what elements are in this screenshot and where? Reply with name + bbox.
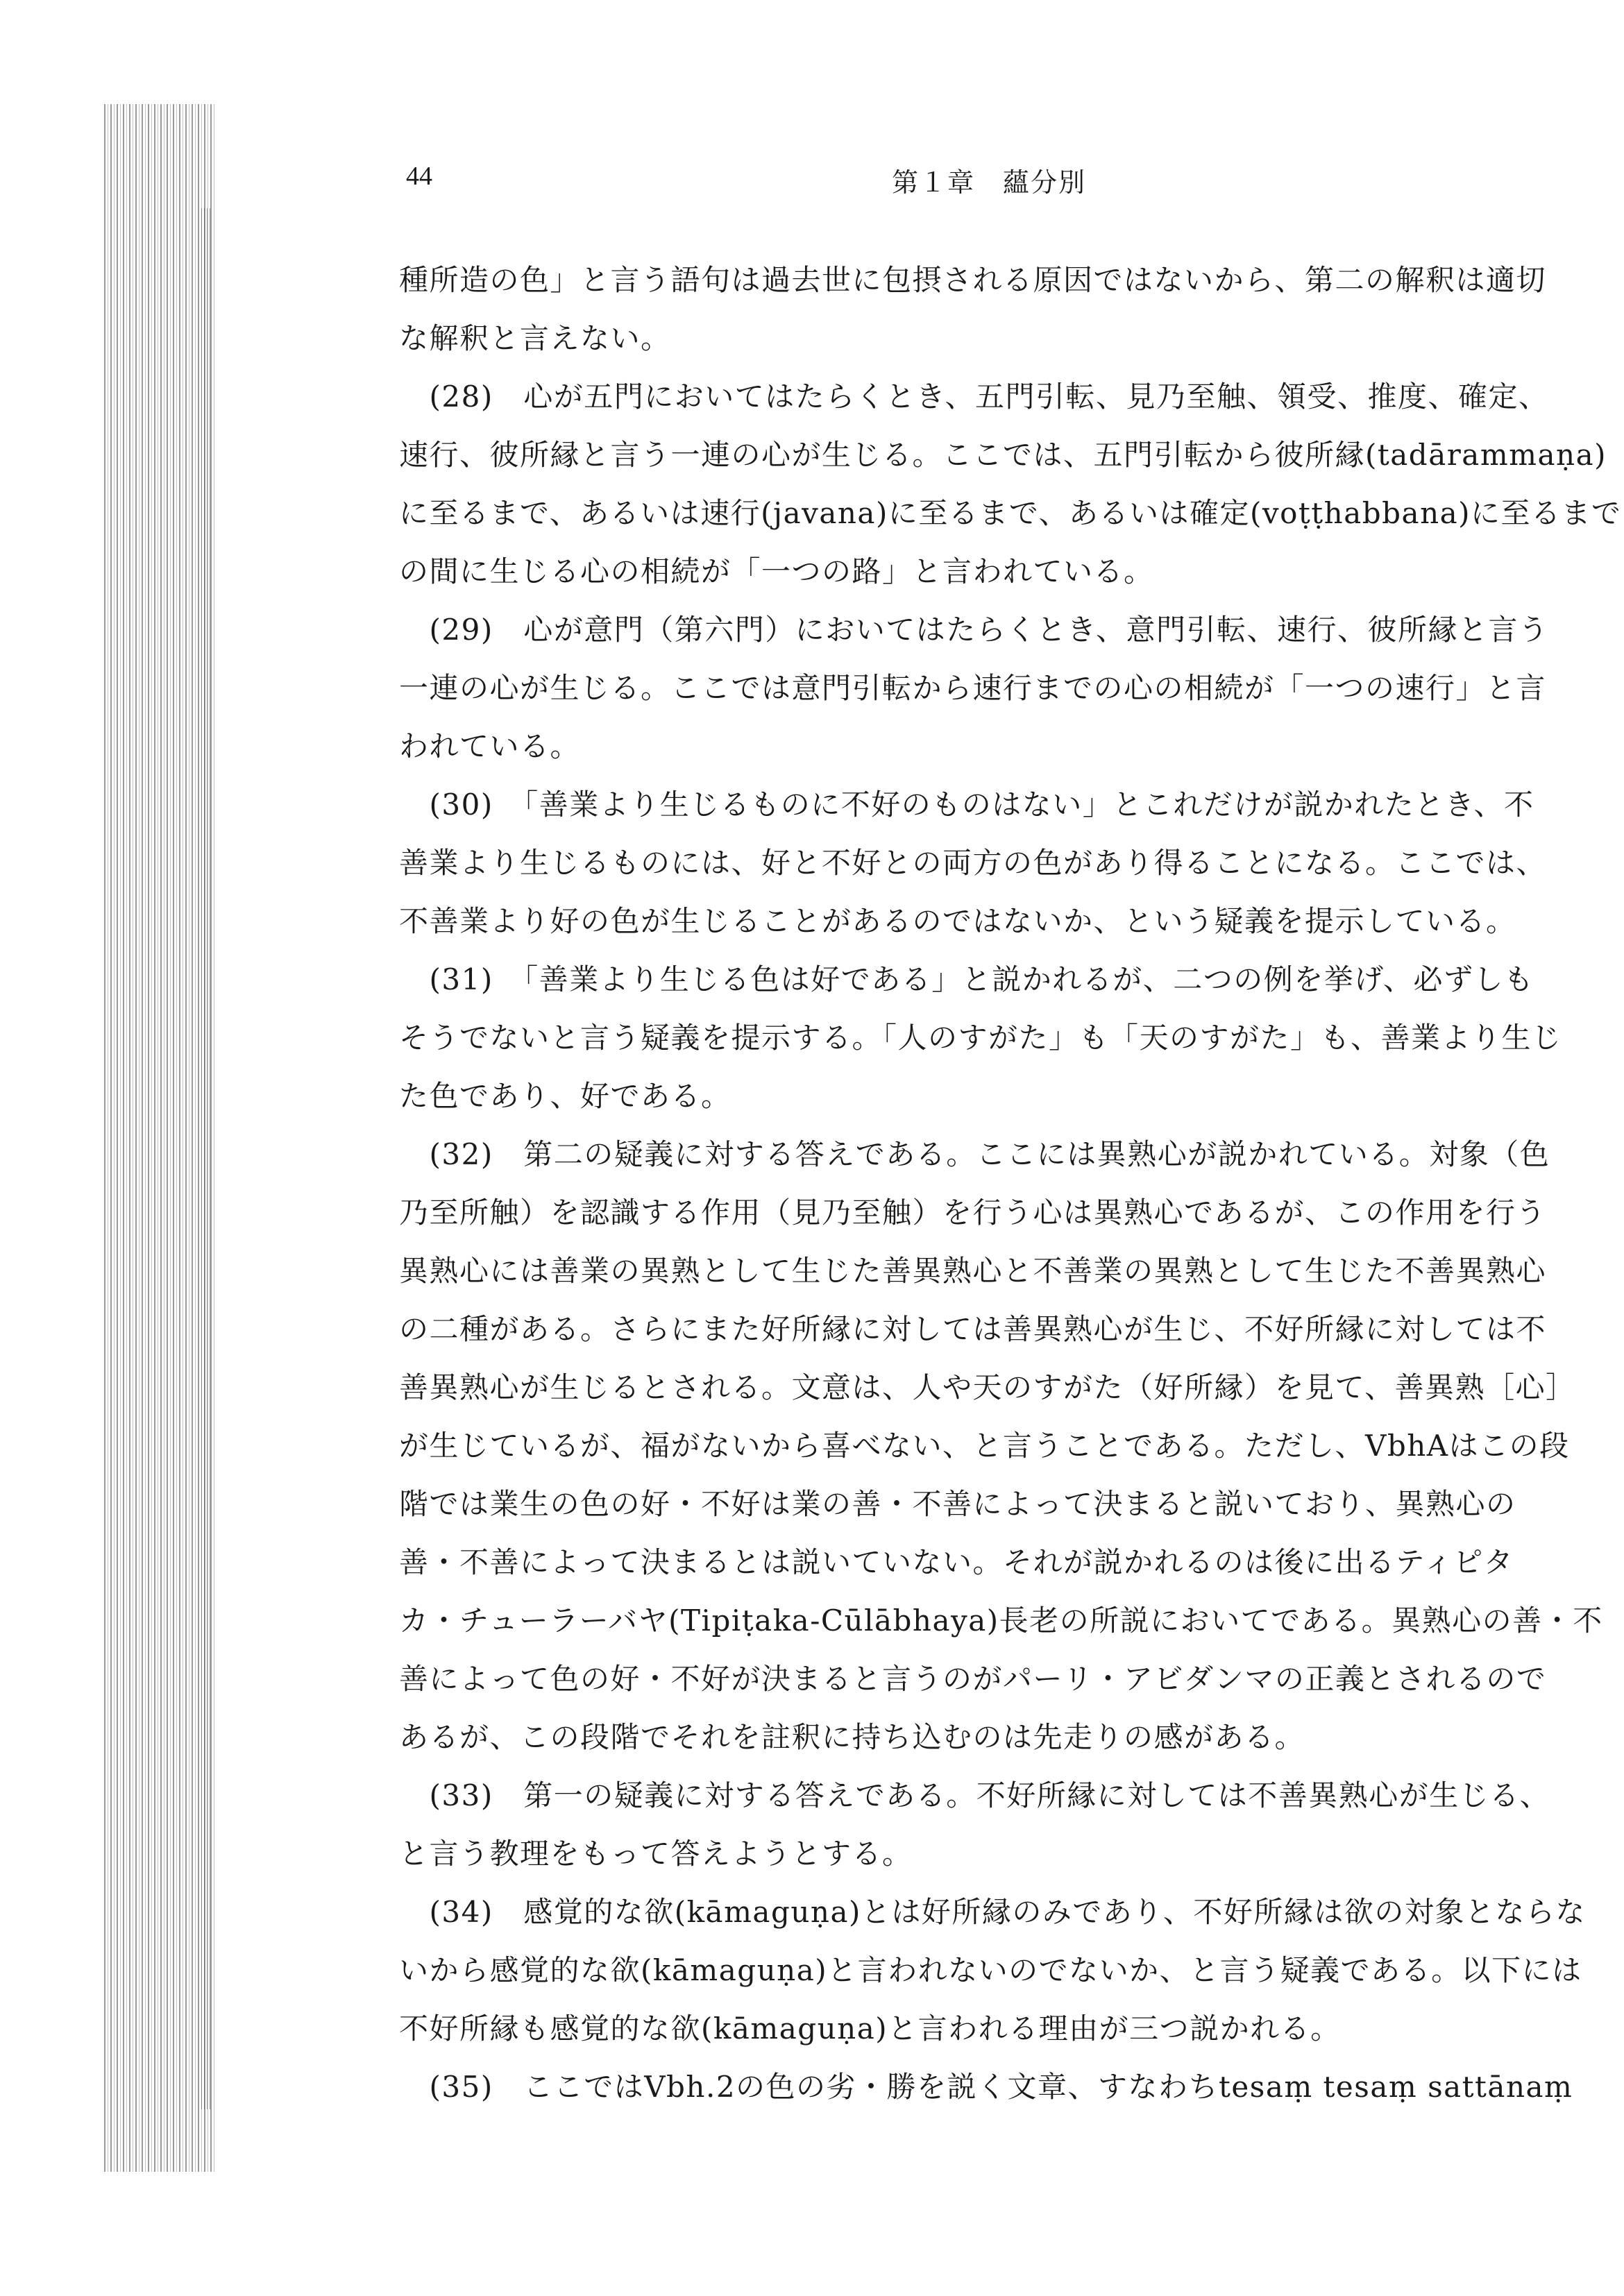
text-line: が生じているが、福がないから喜べない、と言うことである。ただし、VbhAはこの段 bbox=[399, 1429, 1570, 1463]
text-line: いから感覚的な欲(kāmaguṇa)と言われないのでないか、と言う疑義である。以下には bbox=[399, 1953, 1582, 1987]
text-line: と言う教理をもって答えようとする。 bbox=[399, 1837, 913, 1871]
text-line: 種所造の色」と言う語句は過去世に包摂される原因ではないから、第二の解釈は適切 bbox=[399, 263, 1547, 297]
text-line: 善異熟心が生じるとされる。文意は、人や天のすがた（好所縁）を見て、善異熟［心］ bbox=[399, 1370, 1576, 1404]
text-line: 一連の心が生じる。ここでは意門引転から速行までの心の相続が「一つの速行」と言 bbox=[399, 671, 1547, 705]
text-line: あるが、この段階でそれを註釈に持ち込むのは先走りの感がある。 bbox=[399, 1720, 1305, 1754]
scan-binding-shadow bbox=[201, 208, 211, 2109]
text-line: 不善業より好の色が生じることがあるのではないか、という疑義を提示している。 bbox=[399, 904, 1516, 938]
text-line: 異熟心には善業の異熟として生じた善異熟心と不善業の異熟として生じた不善異熟心 bbox=[399, 1254, 1547, 1288]
body-text bbox=[399, 251, 1622, 2116]
text-line: そうでないと言う疑義を提示する。「人のすがた」も「天のすがた」も、善業より生じ bbox=[399, 1021, 1562, 1055]
text-line: (34) 感覚的な欲(kāmaguṇa)とは好所縁のみであり、不好所縁は欲の対象とならな bbox=[399, 1895, 1586, 1929]
text-line: (32) 第二の疑義に対する答えである。ここには異熟心が説かれている。対象（色 bbox=[399, 1137, 1550, 1171]
text-line: (35) ここではVbh.2の色の劣・勝を説く文章、すなわちtesaṃ tesaṃ sattānaṃ bbox=[399, 2070, 1573, 2104]
running-title: 第１章 蘊分別 bbox=[892, 167, 1087, 198]
text-line: 善・不善によって決まるとは説いていない。それが説かれるのは後に出るティピタ bbox=[399, 1545, 1514, 1579]
text-line: な解釈と言えない。 bbox=[399, 321, 671, 355]
text-line: 善業より生じるものには、好と不好との両方の色があり得ることになる。ここでは、 bbox=[399, 846, 1547, 880]
text-line: に至るまで、あるいは速行(javana)に至るまで、あるいは確定(voṭṭhabbana)に至るまで bbox=[399, 496, 1622, 530]
text-line: 速行、彼所縁と言う一連の心が生じる。ここでは、五門引転から彼所縁(tadārammaṇa) bbox=[399, 438, 1607, 472]
text-line: カ・チューラーバヤ(Tipiṭaka-Cūlābhaya)長老の所説においてである。異熟心の善・不 bbox=[399, 1604, 1603, 1638]
text-line: 善によって色の好・不好が決まると言うのがパーリ・アビダンマの正義とされるので bbox=[399, 1662, 1547, 1696]
text-line: 階では業生の色の好・不好は業の善・不善によって決まると説いており、異熟心の bbox=[399, 1487, 1516, 1521]
text-line: (30) 「善業より生じるものに不好のものはない」とこれだけが説かれたとき、不 bbox=[399, 788, 1534, 822]
text-line: (31) 「善業より生じる色は好である」と説かれるが、二つの例を挙げ、必ずしも bbox=[399, 962, 1534, 996]
text-line: (33) 第一の疑義に対する答えである。不好所縁に対しては不善異熟心が生じる、 bbox=[399, 1778, 1550, 1812]
text-line: (29) 心が意門（第六門）においてはたらくとき、意門引転、速行、彼所縁と言う bbox=[399, 613, 1549, 647]
text-line: の間に生じる心の相続が「一つの路」と言われている。 bbox=[399, 554, 1154, 588]
page-header bbox=[406, 161, 1572, 203]
text-line: (28) 心が五門においてはたらくとき、五門引転、見乃至触、領受、推度、確定、 bbox=[399, 380, 1549, 414]
text-line: われている。 bbox=[399, 729, 581, 763]
text-line: 乃至所触）を認識する作用（見乃至触）を行う心は異熟心であるが、この作用を行う bbox=[399, 1196, 1547, 1230]
text-line: た色であり、好である。 bbox=[399, 1079, 731, 1113]
text-line: 不好所縁も感覚的な欲(kāmaguṇa)と言われる理由が三つ説かれる。 bbox=[399, 2012, 1341, 2046]
scan-binding-edge bbox=[104, 104, 215, 2172]
text-line: の二種がある。さらにまた好所縁に対しては善異熟心が生じ、不好所縁に対しては不 bbox=[399, 1312, 1547, 1346]
page-number: 44 bbox=[406, 162, 432, 191]
